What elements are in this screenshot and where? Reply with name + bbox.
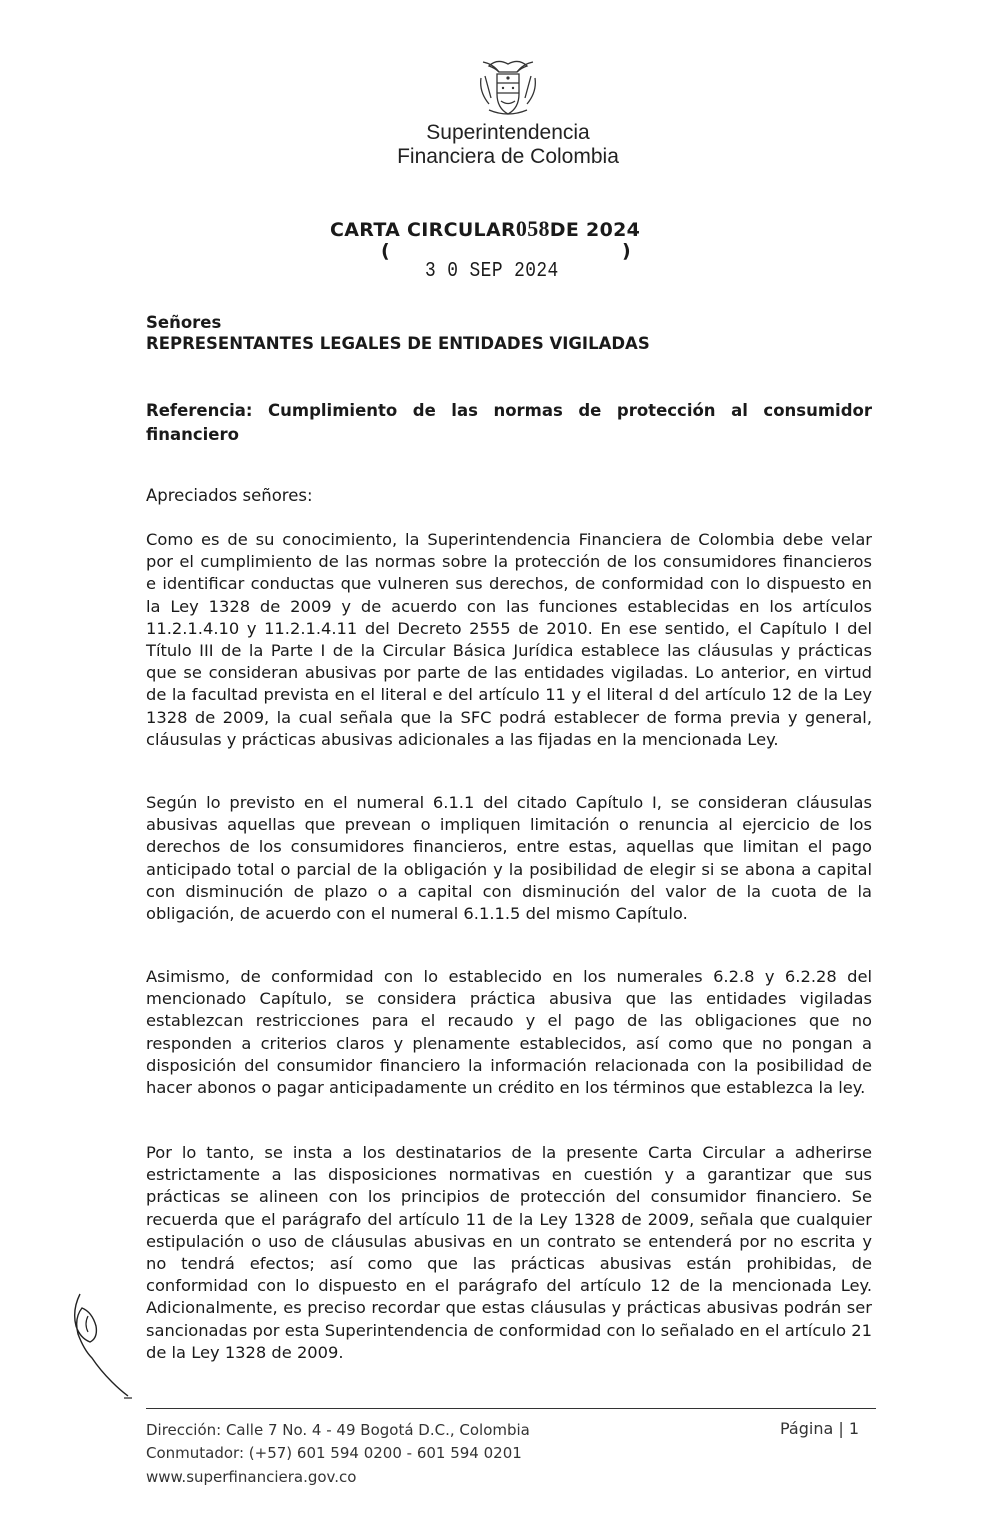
- paren-open: (: [381, 240, 390, 262]
- circular-prefix: CARTA CIRCULAR: [330, 219, 516, 241]
- handwritten-initials: [62, 1290, 142, 1400]
- circular-suffix: DE 2024: [549, 219, 641, 241]
- addressee-line2: REPRESENTANTES LEGALES DE ENTIDADES VIGILADAS: [146, 334, 650, 353]
- organization-name-line1: Superintendencia: [426, 121, 590, 144]
- footer-address: Dirección: Calle 7 No. 4 - 49 Bogotá D.C., Colombia: [146, 1421, 530, 1439]
- body-paragraph-4: Por lo tanto, se insta a los destinatarios de la presente Carta Circular a adherirse estrictamente a las disposiciones normativas en cuestión y a garantizar que sus prácticas se alineen con los principios de protección del consumidor financiero. Se recuerda que el parágrafo del artículo 11 de la Ley 1328 de 2009, señala que cualquier estipulación o uso de cláusulas abusivas en un contrato se entenderá por no escrita y no tendrá efectos; así como que las prácticas abusivas están prohibidas, de conformidad con lo dispuesto en el parágrafo del artículo 12 de la mencionada Ley. Adicionalmente, es preciso recordar que estas cláusulas y prácticas abusivas podrán ser sancionadas por esta Superintendencia de conformidad con lo señalado en el artículo 21 de la Ley 1328 de 2009.: [146, 1143, 872, 1362]
- body-paragraph-1: Como es de su conocimiento, la Superintendencia Financiera de Colombia debe velar por el cumplimiento de las normas sobre la protección de los consumidores financieros e identificar conductas que vulneren sus derechos, de conformidad con lo dispuesto en la Ley 1328 de 2009 y de acuerdo con las funciones establecidas en los artículos 11.2.1.4.10 y 11.2.1.4.11 del Decreto 2555 de 2010. En ese sentido, el Capítulo I del Título III de la Parte I de la Circular Básica Jurídica establece las cláusulas y prácticas que se consideran abusivas por parte de las entidades vigiladas. Lo anterior, en virtud de la facultad prevista en el literal e del artículo 11 y el literal d del artículo 12 de la Ley 1328 de 2009, la cual señala que la SFC podrá establecer de forma previa y general, cláusulas y prácticas abusivas adicionales a las fijadas en la mencionada Ley.: [146, 530, 872, 749]
- addressee-line1: Señores: [146, 313, 222, 332]
- colombia-coat-of-arms-icon: [475, 56, 541, 118]
- footer-divider: [146, 1408, 876, 1409]
- page-number: Página | 1: [780, 1419, 860, 1438]
- stamp-date: 3 0 SEP 2024: [425, 260, 559, 283]
- paren-close: ): [622, 240, 631, 262]
- footer-phone: Conmutador: (+57) 601 594 0200 - 601 594 0201: [146, 1444, 522, 1462]
- circular-number: 058: [515, 216, 550, 241]
- circular-title: [330, 216, 640, 242]
- body-paragraph-2: Según lo previsto en el numeral 6.1.1 del citado Capítulo I, se consideran cláusulas abusivas aquellas que prevean o impliquen limitación o renuncia al ejercicio de los derechos de los consumidores financieros, entre estas, aquellas que limitan el pago anticipado total o parcial de la obligación y la posibilidad de elegir si se abona a capital con disminución de plazo o a capital con disminución del valor de la cuota de la obligación, de acuerdo con el numeral 6.1.1.5 del mismo Capítulo.: [146, 793, 872, 924]
- body-paragraph-3: Asimismo, de conformidad con lo establecido en los numerales 6.2.8 y 6.2.28 del mencionado Capítulo, se considera práctica abusiva que las entidades vigiladas establezcan restricciones para el recaudo y el pago de las obligaciones que no responden a criterios claros y plenamente establecidos, así como que no pongan a disposición del consumidor financiero la información relacionada con la posibilidad de hacer abonos o pagar anticipadamente un crédito en los términos que establezca la ley.: [146, 967, 872, 1098]
- salutation: Apreciados señores:: [146, 486, 313, 505]
- footer-website[interactable]: www.superfinanciera.gov.co: [146, 1468, 357, 1486]
- reference-line: Referencia: Cumplimiento de las normas de protección al consumidor financiero: [146, 401, 872, 444]
- organization-name-line2: Financiera de Colombia: [397, 145, 619, 168]
